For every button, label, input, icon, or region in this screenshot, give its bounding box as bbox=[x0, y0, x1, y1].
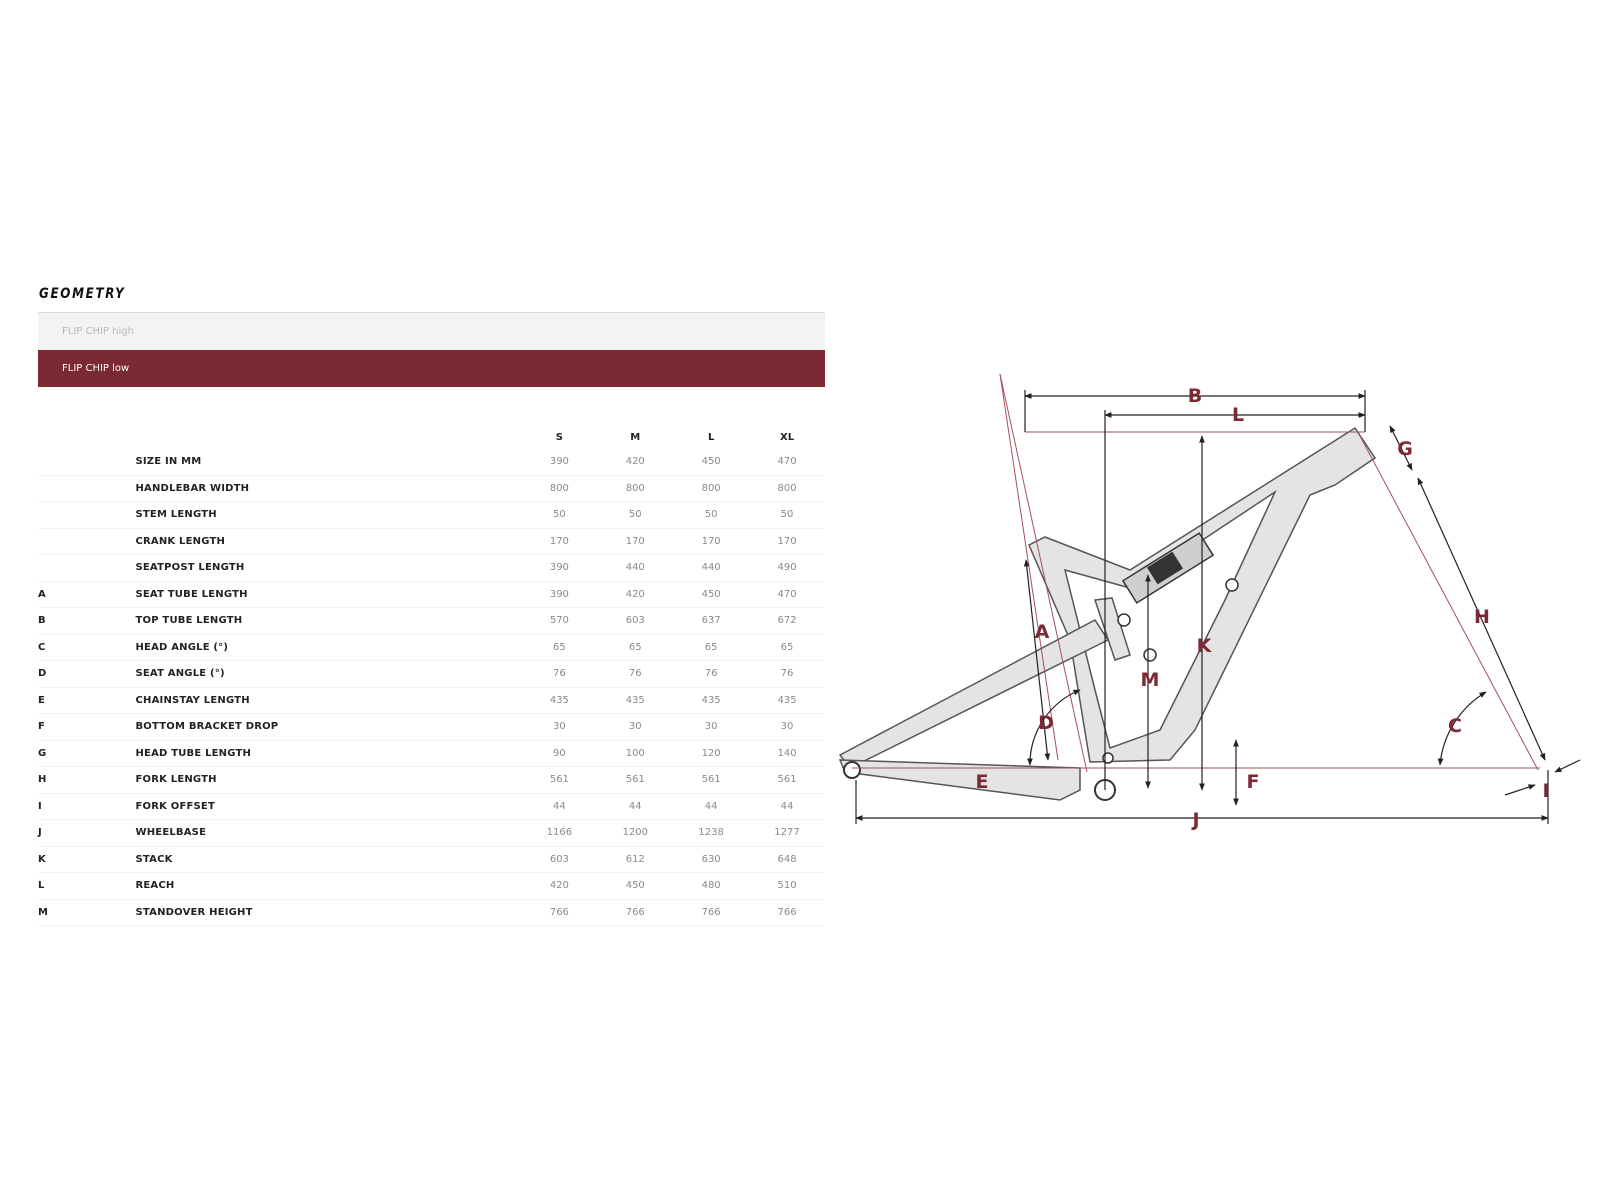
row-value-xl: 490 bbox=[749, 555, 825, 582]
row-value-l: 800 bbox=[673, 475, 749, 502]
row-value-s: 44 bbox=[521, 793, 597, 820]
row-value-xl: 170 bbox=[749, 528, 825, 555]
table-header-row bbox=[38, 425, 825, 449]
row-value-l: 450 bbox=[673, 449, 749, 475]
row-letter: K bbox=[38, 846, 135, 873]
row-letter: F bbox=[38, 714, 135, 741]
row-value-xl: 470 bbox=[749, 581, 825, 608]
table-row bbox=[38, 449, 825, 475]
row-value-s: 390 bbox=[521, 449, 597, 475]
row-value-m: 800 bbox=[597, 475, 673, 502]
dim-label-g: G bbox=[1397, 438, 1413, 460]
row-value-s: 390 bbox=[521, 581, 597, 608]
table-row bbox=[38, 475, 825, 502]
row-value-l: 435 bbox=[673, 687, 749, 714]
row-value-m: 420 bbox=[597, 581, 673, 608]
dim-label-f: F bbox=[1246, 771, 1260, 793]
row-letter bbox=[38, 555, 135, 582]
row-value-xl: 30 bbox=[749, 714, 825, 741]
row-letter: H bbox=[38, 767, 135, 794]
table-row bbox=[38, 846, 825, 873]
row-value-m: 50 bbox=[597, 502, 673, 529]
table-row bbox=[38, 502, 825, 529]
row-value-s: 570 bbox=[521, 608, 597, 635]
row-label: FORK OFFSET bbox=[135, 793, 521, 820]
row-label: STEM LENGTH bbox=[135, 502, 521, 529]
row-letter bbox=[38, 528, 135, 555]
row-value-s: 76 bbox=[521, 661, 597, 688]
row-value-l: 480 bbox=[673, 873, 749, 900]
row-value-s: 561 bbox=[521, 767, 597, 794]
row-value-l: 450 bbox=[673, 581, 749, 608]
row-value-s: 766 bbox=[521, 899, 597, 926]
dim-label-k: K bbox=[1196, 635, 1212, 657]
table-row bbox=[38, 714, 825, 741]
bike-geometry-diagram bbox=[830, 360, 1590, 840]
row-value-l: 1238 bbox=[673, 820, 749, 847]
row-label: SEATPOST LENGTH bbox=[135, 555, 521, 582]
dim-label-a: A bbox=[1034, 621, 1050, 643]
tab-flip-chip-high[interactable]: FLIP CHIP high bbox=[38, 313, 825, 350]
row-value-s: 50 bbox=[521, 502, 597, 529]
row-value-m: 65 bbox=[597, 634, 673, 661]
row-value-s: 170 bbox=[521, 528, 597, 555]
row-value-m: 170 bbox=[597, 528, 673, 555]
row-value-xl: 800 bbox=[749, 475, 825, 502]
row-value-m: 450 bbox=[597, 873, 673, 900]
page-title: GEOMETRY bbox=[39, 286, 126, 302]
dim-label-d: D bbox=[1038, 712, 1054, 734]
table-row bbox=[38, 608, 825, 635]
table-row bbox=[38, 899, 825, 926]
header-size-s: S bbox=[555, 431, 563, 443]
row-label: HEAD ANGLE (°) bbox=[135, 634, 521, 661]
row-value-xl: 561 bbox=[749, 767, 825, 794]
geometry-table-body bbox=[38, 449, 825, 926]
geometry-table bbox=[38, 425, 825, 926]
row-value-l: 76 bbox=[673, 661, 749, 688]
row-value-m: 1200 bbox=[597, 820, 673, 847]
row-letter bbox=[38, 475, 135, 502]
row-letter: A bbox=[38, 581, 135, 608]
row-letter: L bbox=[38, 873, 135, 900]
table-row bbox=[38, 793, 825, 820]
row-letter: M bbox=[38, 899, 135, 926]
row-letter: E bbox=[38, 687, 135, 714]
row-value-m: 420 bbox=[597, 449, 673, 475]
row-label: CHAINSTAY LENGTH bbox=[135, 687, 521, 714]
row-value-s: 90 bbox=[521, 740, 597, 767]
row-letter: I bbox=[38, 793, 135, 820]
dim-label-i: I bbox=[1542, 780, 1550, 802]
row-value-xl: 470 bbox=[749, 449, 825, 475]
table-row bbox=[38, 767, 825, 794]
row-value-l: 766 bbox=[673, 899, 749, 926]
row-value-l: 50 bbox=[673, 502, 749, 529]
row-value-xl: 65 bbox=[749, 634, 825, 661]
seatstay bbox=[840, 620, 1108, 768]
row-value-xl: 766 bbox=[749, 899, 825, 926]
table-row bbox=[38, 687, 825, 714]
row-value-s: 30 bbox=[521, 714, 597, 741]
row-value-xl: 510 bbox=[749, 873, 825, 900]
row-value-m: 603 bbox=[597, 608, 673, 635]
row-label: REACH bbox=[135, 873, 521, 900]
table-row bbox=[38, 820, 825, 847]
row-letter: C bbox=[38, 634, 135, 661]
row-value-l: 440 bbox=[673, 555, 749, 582]
row-value-s: 800 bbox=[521, 475, 597, 502]
row-value-m: 561 bbox=[597, 767, 673, 794]
row-letter: D bbox=[38, 661, 135, 688]
row-label: SEAT TUBE LENGTH bbox=[135, 581, 521, 608]
row-letter bbox=[38, 449, 135, 475]
row-value-m: 612 bbox=[597, 846, 673, 873]
row-value-xl: 672 bbox=[749, 608, 825, 635]
dim-label-h: H bbox=[1474, 606, 1490, 628]
row-value-l: 561 bbox=[673, 767, 749, 794]
table-row bbox=[38, 634, 825, 661]
row-value-xl: 648 bbox=[749, 846, 825, 873]
row-value-l: 30 bbox=[673, 714, 749, 741]
row-value-m: 440 bbox=[597, 555, 673, 582]
row-value-l: 637 bbox=[673, 608, 749, 635]
row-value-l: 44 bbox=[673, 793, 749, 820]
row-value-xl: 1277 bbox=[749, 820, 825, 847]
row-value-s: 65 bbox=[521, 634, 597, 661]
row-value-xl: 50 bbox=[749, 502, 825, 529]
row-letter: G bbox=[38, 740, 135, 767]
row-value-m: 44 bbox=[597, 793, 673, 820]
row-letter: J bbox=[38, 820, 135, 847]
row-value-l: 120 bbox=[673, 740, 749, 767]
table-row bbox=[38, 555, 825, 582]
row-value-s: 420 bbox=[521, 873, 597, 900]
chainstay bbox=[840, 760, 1080, 800]
dim-label-m: M bbox=[1140, 669, 1160, 691]
row-label: HEAD TUBE LENGTH bbox=[135, 740, 521, 767]
dim-label-c: C bbox=[1448, 715, 1462, 737]
header-size-l: L bbox=[707, 431, 715, 443]
row-value-xl: 140 bbox=[749, 740, 825, 767]
tab-flip-chip-low[interactable]: FLIP CHIP low bbox=[38, 350, 825, 387]
row-value-s: 1166 bbox=[521, 820, 597, 847]
row-letter bbox=[38, 502, 135, 529]
row-label: WHEELBASE bbox=[135, 820, 521, 847]
row-label: TOP TUBE LENGTH bbox=[135, 608, 521, 635]
table-row bbox=[38, 528, 825, 555]
row-value-xl: 435 bbox=[749, 687, 825, 714]
row-label: CRANK LENGTH bbox=[135, 528, 521, 555]
row-letter: B bbox=[38, 608, 135, 635]
row-value-l: 170 bbox=[673, 528, 749, 555]
row-value-s: 603 bbox=[521, 846, 597, 873]
dim-label-b: B bbox=[1187, 385, 1203, 407]
row-value-m: 76 bbox=[597, 661, 673, 688]
header-label bbox=[135, 425, 521, 449]
header-letter bbox=[38, 425, 135, 449]
table-row bbox=[38, 740, 825, 767]
row-value-s: 435 bbox=[521, 687, 597, 714]
row-value-m: 766 bbox=[597, 899, 673, 926]
table-row bbox=[38, 873, 825, 900]
row-value-xl: 76 bbox=[749, 661, 825, 688]
row-value-m: 100 bbox=[597, 740, 673, 767]
row-label: BOTTOM BRACKET DROP bbox=[135, 714, 521, 741]
row-value-m: 30 bbox=[597, 714, 673, 741]
row-label: SIZE IN MM bbox=[135, 449, 521, 475]
row-value-l: 65 bbox=[673, 634, 749, 661]
dim-label-l: L bbox=[1231, 404, 1245, 426]
dim-label-j: J bbox=[1192, 809, 1200, 831]
row-value-xl: 44 bbox=[749, 793, 825, 820]
row-value-s: 390 bbox=[521, 555, 597, 582]
dim-label-e: E bbox=[975, 771, 989, 793]
row-value-l: 630 bbox=[673, 846, 749, 873]
row-label: STACK bbox=[135, 846, 521, 873]
table-row bbox=[38, 661, 825, 688]
row-value-m: 435 bbox=[597, 687, 673, 714]
table-row bbox=[38, 581, 825, 608]
row-label: HANDLEBAR WIDTH bbox=[135, 475, 521, 502]
header-size-m: M bbox=[630, 431, 641, 443]
row-label: FORK LENGTH bbox=[135, 767, 521, 794]
row-label: SEAT ANGLE (°) bbox=[135, 661, 521, 688]
row-label: STANDOVER HEIGHT bbox=[135, 899, 521, 926]
header-size-xl: XL bbox=[779, 431, 795, 443]
rear-axle bbox=[844, 762, 860, 778]
